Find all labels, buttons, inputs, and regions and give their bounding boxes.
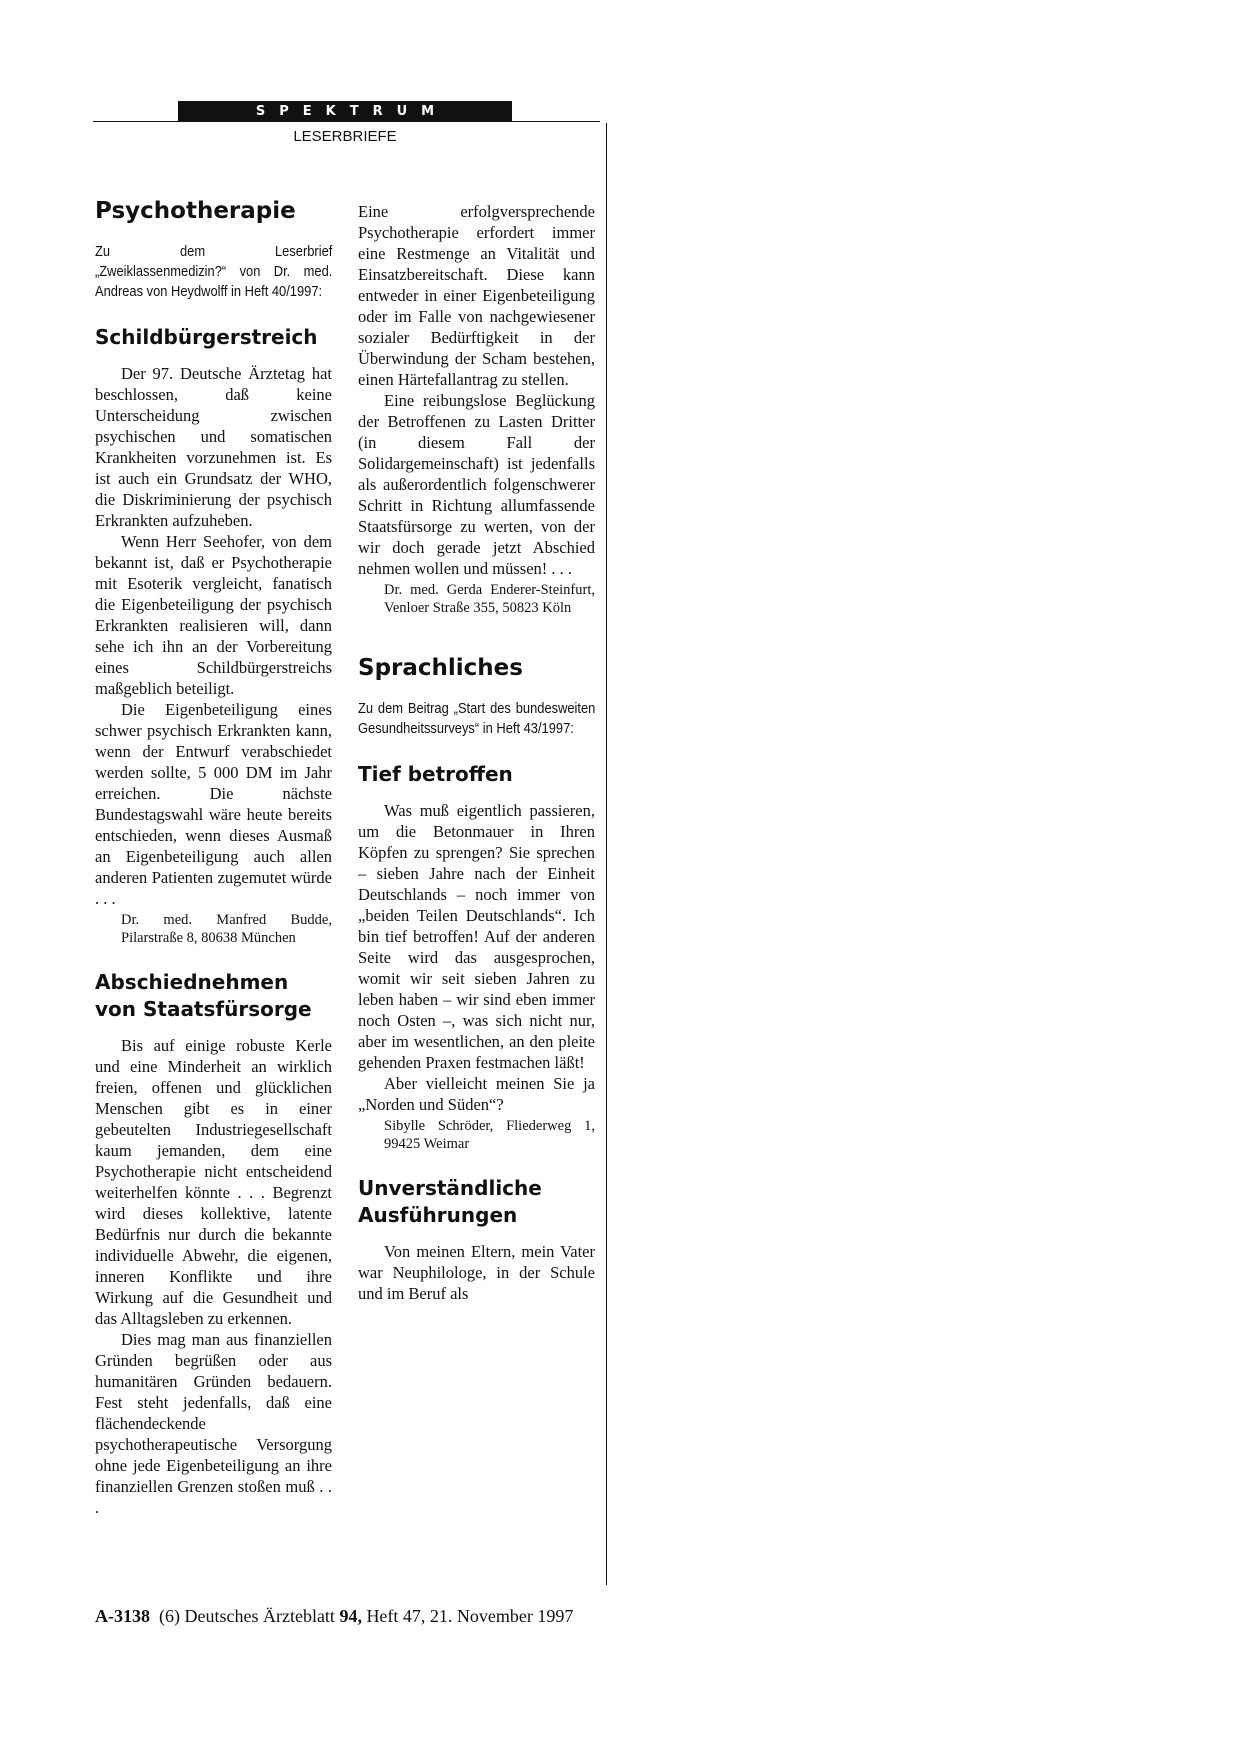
letter-signature: Dr. med. Gerda Enderer-Steinfurt, Venloer Straße 355, 50823 Köln	[384, 582, 595, 616]
subsection-label: LESERBRIEFE	[293, 128, 397, 145]
letter-headline: Unverständliche Ausführungen	[358, 1176, 542, 1227]
volume-number: 94,	[339, 1606, 362, 1626]
left-column	[95, 196, 332, 1518]
letter-paragraph: Von meinen Eltern, mein Vater war Neuphilologe, in der Schule und im Beruf als	[358, 1242, 595, 1303]
letter-paragraph: Dies mag man aus finanziellen Gründen begrüßen oder aus humanitären Gründen bedauern. Fest steht jedenfalls, daß eine flächendeckende psychotherapeutische Versorgung ohne jede Eigenbeteiligung an ihre finanziellen Grenzen stoßen muß . . .	[95, 1330, 332, 1517]
topic-intro: Zu dem Leserbrief „Zweiklassenmedizin?“ von Dr. med. Andreas von Heydwolff in Heft 40/1997:	[95, 243, 333, 300]
topic-intro: Zu dem Beitrag „Start des bundesweiten Gesundheitssurveys“ in Heft 43/1997:	[358, 700, 596, 737]
letter-paragraph: Eine reibungslose Beglückung der Betroffenen zu Lasten Dritter (in diesem Fall der Solidargemeinschaft) ist jedenfalls als außerordentlich folgenschwerer Schritt in Richtung allumfassende Staatsfürsorge zu werten, von der wir doch gerade jetzt Abschied nehmen wollen und müssen! . . .	[358, 391, 595, 578]
letter-paragraph: Bis auf einige robuste Kerle und eine Minderheit an wirklich freien, offenen und glücklichen Menschen gibt es in einer gebeutelten Industriegesellschaft kaum jemanden, dem eine Psychotherapie nicht entscheidend weiterhelfen könnte . . . Begrenzt wird dieses kollektive, latente Bedürfnis nur durch die bekannte individuelle Abwehr, die eigenen, inneren Konflikte und ihre Wirkung auf die Gesundheit und das Alltagsleben zu erkennen.	[95, 1036, 332, 1328]
letter-paragraph: Der 97. Deutsche Ärztetag hat beschlossen, daß keine Unterscheidung zwischen psychischen und somatischen Krankheiten vorzunehmen ist. Es ist auch ein Grundsatz der WHO, die Diskriminierung der psychisch Erkrankten aufzuheben.	[95, 364, 332, 530]
letter-signature: Dr. med. Manfred Budde, Pilarstraße 8, 80638 München	[121, 912, 332, 946]
right-column	[358, 201, 595, 1304]
letter-headline: Abschiednehmen von Staatsfürsorge	[95, 970, 312, 1021]
column-rule	[606, 123, 607, 1585]
topic-title: Sprachliches	[358, 655, 523, 681]
journal-name: (6) Deutsches Ärzteblatt	[159, 1606, 335, 1626]
issue-date: Heft 47, 21. November 1997	[366, 1606, 574, 1626]
header-rule	[93, 121, 600, 122]
letter-signature: Sibylle Schröder, Fliederweg 1, 99425 Weimar	[384, 1118, 595, 1152]
letter-paragraph: Die Eigenbeteiligung eines schwer psychisch Erkrankten kann, wenn der Entwurf verabschiedet werden sollte, 5 000 DM im Jahr erreichen. Die nächste Bundestagswahl wäre heute bereits entschieden, wenn dieses Ausmaß an Eigenbeteiligung auch allen anderen Patienten zugemutet würde . . .	[95, 700, 332, 908]
page-number: A-3138	[95, 1606, 150, 1626]
letter-headline: Schildbürgerstreich	[95, 325, 318, 349]
letter-paragraph: Wenn Herr Seehofer, von dem bekannt ist, daß er Psychotherapie mit Esoterik vergleicht, fanatisch die Eigenbeteiligung der psychisch Erkrankten realisieren will, dann sehe ich ihn an der Vorbereitung eines Schildbürgerstreichs maßgeblich beteiligt.	[95, 532, 332, 698]
page-footer	[95, 1606, 573, 1627]
letter-headline: Tief betroffen	[358, 762, 513, 786]
letter-paragraph: Was muß eigentlich passieren, um die Betonmauer in Ihren Köpfen zu sprengen? Sie sprechen – sieben Jahre nach der Einheit Deutschlands – noch immer von „beiden Teilen Deutschlands“. Ich bin tief betroffen! Auf der anderen Seite wird das ausgesprochen, womit wir seit sieben Jahren zu leben haben – wir sind eben immer noch Osten –, was sich nicht nur, aber im wesentlichen, an den pleite gehenden Praxen festmachen läßt!	[358, 801, 595, 1072]
topic-title: Psychotherapie	[95, 198, 296, 224]
section-banner: SPEKTRUM	[178, 101, 512, 122]
letter-paragraph: Aber vielleicht meinen Sie ja „Norden und Süden“?	[358, 1074, 595, 1114]
letter-paragraph: Eine erfolgversprechende Psychotherapie erfordert immer eine Restmenge an Vitalität und Einsatzbereitschaft. Diese kann entweder in einer Eigenbeteiligung oder im Falle von nachgewiesener sozialer Bedürftigkeit in der Überwindung der Scham bestehen, einen Härtefallantrag zu stellen.	[358, 202, 595, 389]
